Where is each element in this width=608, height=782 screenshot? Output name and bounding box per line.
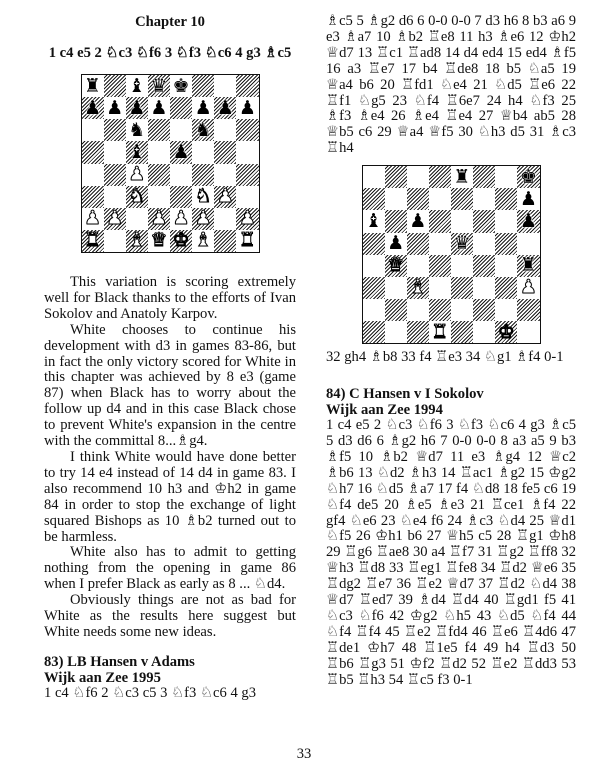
board-square [363,210,385,232]
board-square [451,299,473,321]
board-square [170,164,192,186]
game-84-moves: 1 c4 e5 2 ♘c3 ♘f6 3 ♘f3 ♘c6 4 g3 ♗c5 5 d3 d6 6 ♗g2 h6 7 0-0 0-0 8 a3 a5 9 b3 ♗f5 10 ♗b2 ♕d7 11 e3 ♗g4 12 ♕c2 ♗b6 13 ♘d2 ♗h3 14 ♖ac1 ♗g2 15 ♔g2 ♘h7 16 ♘d5 ♗a7 17 f4 ♘d8 18 fe5 c6 19 ♘f4 de5 20 ♗e5 ♗e3 21 ♖ce1 ♗f4 22 gf4 ♘e6 23 ♘e4 f6 24 ♗c3 ♘d4 25 ♕d1 ♘f5 26 ♔h1 b6 27 ♕h5 c5 28 ♖g1 ♔h8 29 ♖g6 ♖ae8 30 a4 ♖f7 31 ♖g2 ♖ff8 32 ♕h3 ♖d8 33 ♖eg1 ♖fe8 34 ♖d2 ♕e6 35 ♖dg2 ♖e7 36 ♖e2 ♕d7 37 ♖d2 ♘d4 38 ♕d7 ♖ed7 39 ♗d4 ♖d4 40 ♖gd1 f5 41 ♘c3 ♘f6 42 ♔g2 ♘h5 43 ♘d5 ♘f4 44 ♘f4 ♖f4 45 ♖e2 ♖fd4 46 ♖e6 ♖4d6 47 ♖de1 ♔h7 48 ♖1e5 f4 49 h4 ♖d3 50 ♖b6 ♖g3 51 ♔f2 ♖d2 52 ♖e2 ♖dd3 53 ♖b5 ♖h3 54 ♖c5 f3 0-1 [326,417,576,688]
white-king-icon: ♚ [497,321,515,343]
game-83-moves-start: 1 c4 ♘f6 2 ♘c3 c5 3 ♘f3 ♘c6 4 g3 [44,684,257,701]
board-square [214,186,236,208]
board-square [385,188,407,210]
board-square [385,299,407,321]
white-pawn-icon: ♟ [216,185,234,208]
white-pawn-icon: ♟ [84,207,102,230]
black-king-icon: ♚ [172,75,190,97]
board-square [148,186,170,208]
black-pawn-icon: ♟ [387,232,405,255]
chapter-title: Chapter 10 [135,14,205,30]
black-queen-icon: ♛ [150,75,168,97]
board-square [170,186,192,208]
board-square [236,141,258,163]
board-square [192,164,214,186]
paragraph: This variation is scoring extremely well for Black thanks to the efforts of Ivan Sokolov and Anatoly Karpov. [44,274,296,322]
board-square [407,166,429,188]
black-bishop-icon: ♝ [128,141,146,163]
board-square [429,299,451,321]
board-square [170,141,192,163]
game-83-moves-continued: ♗c5 5 ♗g2 d6 6 0-0 0-0 7 d3 h6 8 b3 a6 9 e3 ♗a7 10 ♗b2 ♖e8 11 h3 ♗e6 12 ♔h2 ♕d7 13 ♖c1 ♖ad8 14 d4 ed4 15 ed4 ♗f5 16 a3 ♖e7 17 b4 ♖de8 18 b5 ♘a5 19 ♕a4 b6 20 ♖fd1 ♘e4 21 ♘d5 ♖e6 22 ♖f1 ♘g5 23 ♘f4 ♖6e7 24 h4 ♘f3 25 ♗f3 ♗e4 26 ♗e4 ♖e4 27 ♕b4 ab5 28 ♕b5 c6 29 ♕a4 ♕f5 30 ♘h3 d5 31 ♗c3 ♖h4 [326,13,576,157]
board-square [192,230,214,252]
board-square [495,188,517,210]
board-square [192,186,214,208]
board-square [192,97,214,119]
board-square [126,186,148,208]
board-square [429,166,451,188]
board-square [104,75,126,97]
board-square [495,233,517,255]
black-pawn-icon: ♟ [128,97,146,119]
left-column [44,14,296,702]
board-square [236,97,258,119]
board-square [407,255,429,277]
board-square [192,75,214,97]
board-square [236,75,258,97]
board-square [148,141,170,163]
board-square [495,210,517,232]
white-pawn-icon: ♟ [106,207,124,230]
black-pawn-icon: ♟ [216,97,234,119]
board-square [473,166,495,188]
paragraph: I think White would have done better to try 14 e4 instead of 14 d4 in game 83. I also recommend 10 h3 and ♔h2 in game 84 in order to stop the exchange of light squared Bishops as 10 ♗b2 turned out to be harmless. [44,448,296,545]
board-square [126,97,148,119]
board-square [429,255,451,277]
board-square [363,255,385,277]
board-square [82,141,104,163]
white-bishop-icon: ♝ [409,276,427,299]
white-knight-icon: ♞ [194,185,212,208]
board-square [192,208,214,230]
board-square [451,233,473,255]
white-rook-icon: ♜ [84,229,102,252]
board-square [170,97,192,119]
board-square [517,277,539,299]
board-square [363,277,385,299]
board-square [363,188,385,210]
chess-diagram-2 [326,165,576,344]
page-number: 33 [296,746,312,762]
board-square [104,186,126,208]
board-square [385,277,407,299]
white-pawn-icon: ♟ [128,163,146,186]
white-bishop-icon: ♝ [194,229,212,252]
white-bishop-icon: ♝ [128,229,146,252]
chessboard [81,74,260,253]
board-square [473,277,495,299]
black-bishop-icon: ♝ [128,75,146,97]
board-square [473,210,495,232]
board-square [473,255,495,277]
white-knight-icon: ♞ [128,185,146,208]
black-pawn-icon: ♟ [409,210,427,232]
paragraph: Obviously things are not as bad for White as the results here suggest but White needs some new ideas. [44,592,296,640]
board-square [82,97,104,119]
board-square [385,166,407,188]
board-square [385,255,407,277]
board-square [214,141,236,163]
board-square [148,208,170,230]
board-square [82,230,104,252]
board-square [148,164,170,186]
board-square [126,208,148,230]
board-square [104,230,126,252]
game-84-event: Wijk aan Zee 1994 [326,402,443,419]
board-square [517,299,539,321]
board-square [407,188,429,210]
board-square [236,230,258,252]
board-square [126,164,148,186]
black-pawn-icon: ♟ [106,97,124,119]
board-square [495,277,517,299]
board-square [407,321,429,343]
board-square [170,230,192,252]
black-pawn-icon: ♟ [172,141,190,163]
board-square [236,119,258,141]
board-square [214,97,236,119]
board-square [148,75,170,97]
white-pawn-icon: ♟ [172,207,190,230]
black-king-icon: ♚ [519,166,537,188]
paragraph: White chooses to continue his development with d3 in games 83-86, but in fact the only victory scored for White in this chapter was achieved by 8 e3 (game 87) when Black has to worry about the follow up d4 and in this case Black chose to prevent White's expansion in the centre with the committal 8...♗g4. [44,321,296,450]
board-square [429,233,451,255]
board-square [473,299,495,321]
board-square [214,208,236,230]
white-rook-icon: ♜ [431,321,449,343]
board-square [473,321,495,343]
board-square [192,141,214,163]
black-rook-icon: ♜ [453,166,471,188]
black-pawn-icon: ♟ [84,97,102,119]
board-square [451,188,473,210]
white-queen-icon: ♛ [150,229,168,252]
board-square [451,166,473,188]
board-square [236,208,258,230]
board-square [104,164,126,186]
board-square [363,299,385,321]
board-square [82,119,104,141]
board-square [363,166,385,188]
board-square [363,321,385,343]
board-square [126,230,148,252]
board-square [82,186,104,208]
board-square [517,255,539,277]
white-pawn-icon: ♟ [150,207,168,230]
board-square [148,230,170,252]
board-square [385,210,407,232]
board-square [385,233,407,255]
board-square [517,321,539,343]
black-knight-icon: ♞ [128,119,146,141]
right-column [326,14,576,688]
board-square [429,277,451,299]
white-king-icon: ♚ [172,229,190,252]
white-pawn-icon: ♟ [238,207,256,230]
board-square [82,164,104,186]
board-square [104,141,126,163]
white-rook-icon: ♜ [238,229,256,252]
board-square [517,188,539,210]
black-pawn-icon: ♟ [150,97,168,119]
black-queen-icon: ♛ [453,232,471,255]
board-square [82,208,104,230]
board-square [407,299,429,321]
board-square [170,208,192,230]
board-square [473,233,495,255]
game-83-title: 83) LB Hansen v Adams [44,653,195,670]
board-square [126,75,148,97]
board-square [451,277,473,299]
board-square [214,164,236,186]
board-square [214,75,236,97]
black-rook-icon: ♜ [519,254,537,277]
white-pawn-icon: ♟ [194,207,212,230]
black-knight-icon: ♞ [194,119,212,141]
black-bishop-icon: ♝ [365,210,383,232]
chess-diagram-1 [44,74,296,253]
board-square [214,119,236,141]
chessboard [362,165,541,344]
board-square [495,299,517,321]
black-pawn-icon: ♟ [194,97,212,119]
board-square [429,321,451,343]
board-square [517,233,539,255]
black-pawn-icon: ♟ [519,188,537,210]
board-square [148,119,170,141]
board-square [495,166,517,188]
black-rook-icon: ♜ [84,75,102,97]
board-square [170,119,192,141]
board-square [82,75,104,97]
board-square [104,97,126,119]
board-square [451,210,473,232]
board-square [451,321,473,343]
board-square [104,119,126,141]
board-square [385,321,407,343]
white-pawn-icon: ♟ [519,276,537,299]
board-square [429,188,451,210]
board-square [517,166,539,188]
board-square [170,75,192,97]
board-square [236,164,258,186]
board-square [495,321,517,343]
board-square [495,255,517,277]
board-square [407,233,429,255]
white-queen-icon: ♛ [387,254,405,277]
black-pawn-icon: ♟ [519,210,537,232]
opening-line: 1 c4 e5 2 ♘c3 ♘f6 3 ♘f3 ♘c6 4 g3 ♗c5 [48,45,292,61]
board-square [236,186,258,208]
board-square [104,208,126,230]
board-square [407,210,429,232]
game-83-event: Wijk aan Zee 1995 [44,669,161,686]
board-square [473,188,495,210]
black-pawn-icon: ♟ [238,97,256,119]
board-square [407,277,429,299]
board-square [126,141,148,163]
game-84-title: 84) C Hansen v I Sokolov [326,386,484,403]
board-square [451,255,473,277]
board-square [126,119,148,141]
board-square [148,97,170,119]
board-square [363,233,385,255]
game-83-moves-final: 32 gh4 ♗b8 33 f4 ♖e3 34 ♘g1 ♗f4 0-1 [326,349,564,366]
board-square [214,230,236,252]
board-square [429,210,451,232]
board-square [517,210,539,232]
paragraph: White also has to admit to getting nothing from the opening in game 86 when I prefer Black as early as 8 ... ♘d4. [44,544,296,593]
board-square [192,119,214,141]
